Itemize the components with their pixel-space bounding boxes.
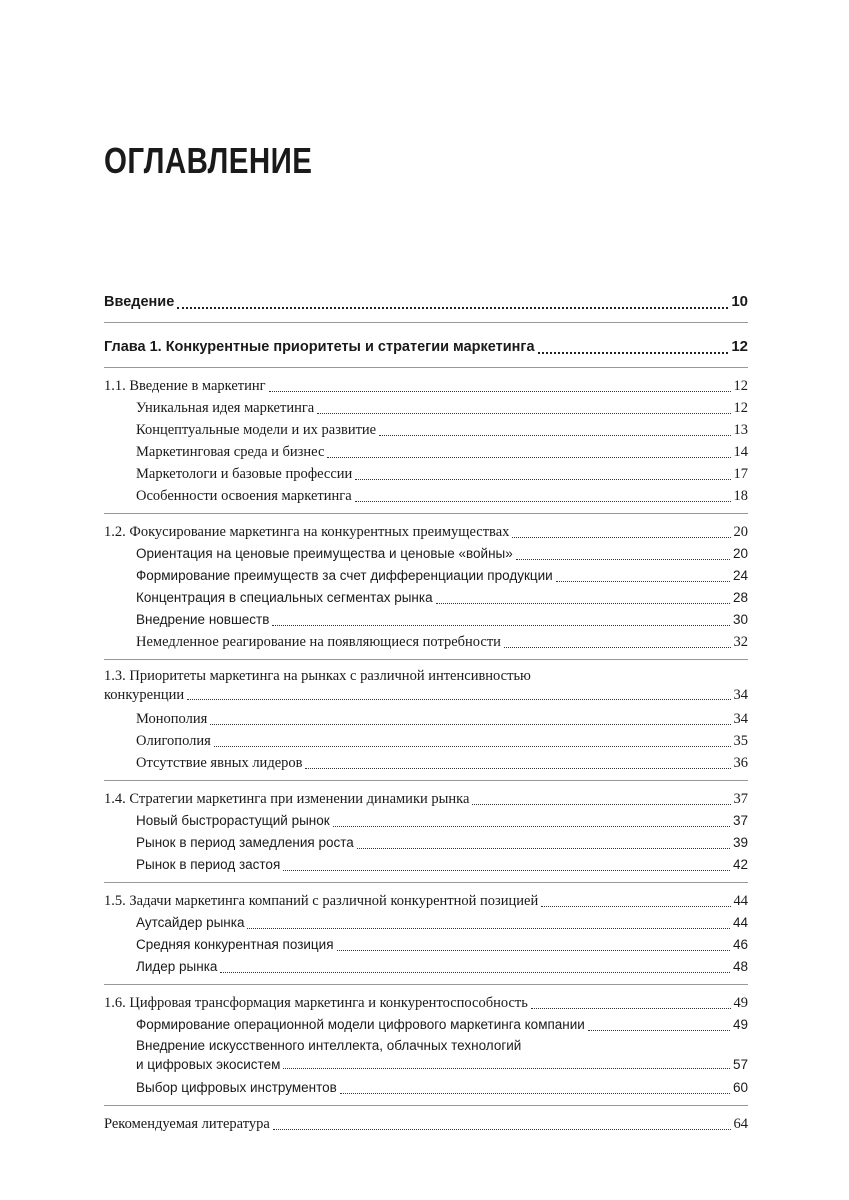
dot-leader xyxy=(512,537,730,538)
toc-entry-page: 20 xyxy=(732,546,748,561)
toc-entry-page: 34 xyxy=(733,711,748,727)
dot-leader xyxy=(340,1093,730,1094)
toc-entry-label: Выбор цифровых инструментов xyxy=(136,1080,337,1095)
toc-entry-page: 39 xyxy=(732,835,748,850)
toc-entry-label: Рынок в период замедления роста xyxy=(136,835,354,850)
toc-entry-label: Новый быстрорастущий рынок xyxy=(136,813,330,828)
dot-leader xyxy=(273,1129,731,1130)
toc-entry-label: 1.6. Цифровая трансформация маркетинга и конкурентоспособность xyxy=(104,995,528,1011)
toc-entry-page: 34 xyxy=(733,687,748,703)
toc-entry-label: Рынок в период застоя xyxy=(136,857,281,872)
toc-entry-page: 24 xyxy=(732,568,748,583)
toc-subsection[interactable] xyxy=(104,1077,748,1099)
toc-section-1-5[interactable] xyxy=(104,890,748,912)
toc-entry-chapter-1[interactable] xyxy=(104,335,748,359)
toc-entry-label: Лидер рынка xyxy=(136,959,218,974)
toc-entry-label: Аутсайдер рынка xyxy=(136,915,245,930)
toc-entry-label: Концентрация в специальных сегментах рынка xyxy=(136,590,433,605)
toc-entry-label-line: 1.3. Приоритеты маркетинга на рынках с различной интенсивностью xyxy=(104,668,531,684)
toc-entry-page: 44 xyxy=(732,915,748,930)
toc-subsection[interactable] xyxy=(104,397,748,419)
toc-entry-page: 49 xyxy=(733,995,748,1011)
toc-subsection[interactable] xyxy=(104,543,748,565)
toc-subsection[interactable] xyxy=(104,463,748,485)
dot-leader xyxy=(516,559,730,560)
toc-subsection[interactable] xyxy=(104,419,748,441)
toc-entry-label: Концептуальные модели и их развитие xyxy=(136,422,377,438)
toc-entry-literature[interactable] xyxy=(104,1113,748,1135)
toc-entry-label: Внедрение новшеств xyxy=(136,612,270,627)
toc-entry-page: 44 xyxy=(733,893,748,909)
toc-subsection[interactable] xyxy=(104,708,748,730)
dot-leader xyxy=(210,724,730,725)
dot-leader xyxy=(333,826,730,827)
table-of-contents xyxy=(104,290,748,1135)
dot-leader xyxy=(436,603,730,604)
toc-entry-label: Формирование операционной модели цифрового маркетинга компании xyxy=(136,1017,585,1032)
toc-entry-label: Особенности освоения маркетинга xyxy=(136,488,352,504)
toc-subsection[interactable] xyxy=(104,1014,748,1036)
toc-entry-label: Введение xyxy=(104,294,175,310)
toc-entry-label-line: Внедрение искусственного интеллекта, облачных технологий xyxy=(136,1038,522,1053)
dot-leader xyxy=(556,581,730,582)
dot-leader xyxy=(355,501,731,502)
page-title: ОГЛАВЛЕНИЕ xyxy=(104,140,313,181)
dot-leader xyxy=(269,391,731,392)
toc-entry-page: 37 xyxy=(732,813,748,828)
dot-leader xyxy=(327,457,730,458)
toc-entry-page: 42 xyxy=(732,857,748,872)
divider xyxy=(104,367,748,368)
toc-subsection[interactable] xyxy=(104,956,748,978)
dot-leader xyxy=(531,1008,731,1009)
toc-subsection[interactable] xyxy=(104,609,748,631)
toc-entry-page: 48 xyxy=(732,959,748,974)
toc-entry-page: 49 xyxy=(732,1017,748,1032)
toc-subsection[interactable] xyxy=(104,631,748,653)
dot-leader xyxy=(379,435,730,436)
toc-entry-label: Маркетинговая среда и бизнес xyxy=(136,444,325,460)
toc-entry-label: Монополия xyxy=(136,711,208,727)
toc-entry-label: и цифровых экосистем xyxy=(136,1057,281,1072)
toc-entry-label: Глава 1. Конкурентные приоритеты и стратегии маркетинга xyxy=(104,339,535,355)
divider xyxy=(104,780,748,781)
dot-leader xyxy=(272,625,730,626)
toc-entry-label: Ориентация на ценовые преимущества и ценовые «войны» xyxy=(136,546,513,561)
divider xyxy=(104,513,748,514)
toc-entry-page: 30 xyxy=(732,612,748,627)
toc-subsection[interactable] xyxy=(104,832,748,854)
dot-leader xyxy=(588,1030,730,1031)
toc-entry-label: Маркетологи и базовые профессии xyxy=(136,466,353,482)
toc-entry-page: 57 xyxy=(732,1057,748,1072)
toc-entry-page: 46 xyxy=(732,937,748,952)
dot-leader xyxy=(220,972,730,973)
toc-entry-page: 60 xyxy=(732,1080,748,1095)
toc-subsection[interactable] xyxy=(104,934,748,956)
toc-subsection[interactable] xyxy=(104,854,748,876)
toc-subsection[interactable] xyxy=(104,1036,748,1074)
toc-entry-label: 1.4. Стратегии маркетинга при изменении динамики рынка xyxy=(104,791,470,807)
toc-section-1-4[interactable] xyxy=(104,788,748,810)
toc-entry-page: 17 xyxy=(733,466,748,482)
dot-leader xyxy=(177,307,728,309)
toc-entry-label: Отсутствие явных лидеров xyxy=(136,755,303,771)
dot-leader xyxy=(337,950,730,951)
toc-entry-label: Формирование преимуществ за счет дифференциации продукции xyxy=(136,568,553,583)
dot-leader xyxy=(283,870,730,871)
divider xyxy=(104,1105,748,1106)
toc-entry-page: 14 xyxy=(733,444,748,460)
toc-subsection[interactable] xyxy=(104,485,748,507)
toc-entry-label: 1.5. Задачи маркетинга компаний с различной конкурентной позицией xyxy=(104,893,539,909)
dot-leader xyxy=(247,928,730,929)
toc-entry-page: 13 xyxy=(733,422,748,438)
divider xyxy=(104,882,748,883)
dot-leader xyxy=(538,352,729,354)
toc-entry-page: 12 xyxy=(731,338,748,355)
dot-leader xyxy=(357,848,730,849)
dot-leader xyxy=(214,746,731,747)
divider xyxy=(104,984,748,985)
dot-leader xyxy=(504,647,731,648)
toc-entry-page: 28 xyxy=(732,590,748,605)
toc-entry-page: 37 xyxy=(733,791,748,807)
dot-leader xyxy=(541,906,730,907)
toc-subsection[interactable] xyxy=(104,752,748,774)
dot-leader xyxy=(283,1068,730,1069)
toc-section-1-1[interactable] xyxy=(104,375,748,397)
toc-subsection[interactable] xyxy=(104,810,748,832)
toc-entry-page: 64 xyxy=(733,1116,748,1132)
divider xyxy=(104,659,748,660)
toc-entry-label: Уникальная идея маркетинга xyxy=(136,400,315,416)
toc-section-1-3[interactable] xyxy=(104,667,748,705)
dot-leader xyxy=(472,804,730,805)
toc-subsection[interactable] xyxy=(104,587,748,609)
toc-entry-page: 35 xyxy=(733,733,748,749)
toc-subsection[interactable] xyxy=(104,565,748,587)
toc-section-1-2[interactable] xyxy=(104,521,748,543)
dot-leader xyxy=(317,413,730,414)
toc-subsection[interactable] xyxy=(104,912,748,934)
toc-entry-label: Немедленное реагирование на появляющиеся потребности xyxy=(136,634,501,650)
dot-leader xyxy=(305,768,730,769)
toc-entry-page: 12 xyxy=(733,378,748,394)
toc-entry-label: 1.1. Введение в маркетинг xyxy=(104,378,266,394)
toc-entry-page: 36 xyxy=(733,755,748,771)
toc-entry-page: 18 xyxy=(733,488,748,504)
toc-section-1-6[interactable] xyxy=(104,992,748,1014)
toc-entry-label: Рекомендуемая литература xyxy=(104,1116,270,1132)
divider xyxy=(104,322,748,323)
dot-leader xyxy=(355,479,730,480)
toc-entry-intro[interactable] xyxy=(104,290,748,314)
toc-entry-page: 12 xyxy=(733,400,748,416)
toc-entry-label: 1.2. Фокусирование маркетинга на конкурентных преимуществах xyxy=(104,524,510,540)
toc-subsection[interactable] xyxy=(104,441,748,463)
toc-entry-label: Средняя конкурентная позиция xyxy=(136,937,334,952)
toc-subsection[interactable] xyxy=(104,730,748,752)
dot-leader xyxy=(187,699,730,700)
toc-entry-page: 20 xyxy=(733,524,748,540)
toc-entry-page: 32 xyxy=(733,634,748,650)
toc-entry-label: конкуренции xyxy=(104,687,185,703)
toc-entry-label: Олигополия xyxy=(136,733,211,749)
toc-entry-page: 10 xyxy=(731,293,748,310)
